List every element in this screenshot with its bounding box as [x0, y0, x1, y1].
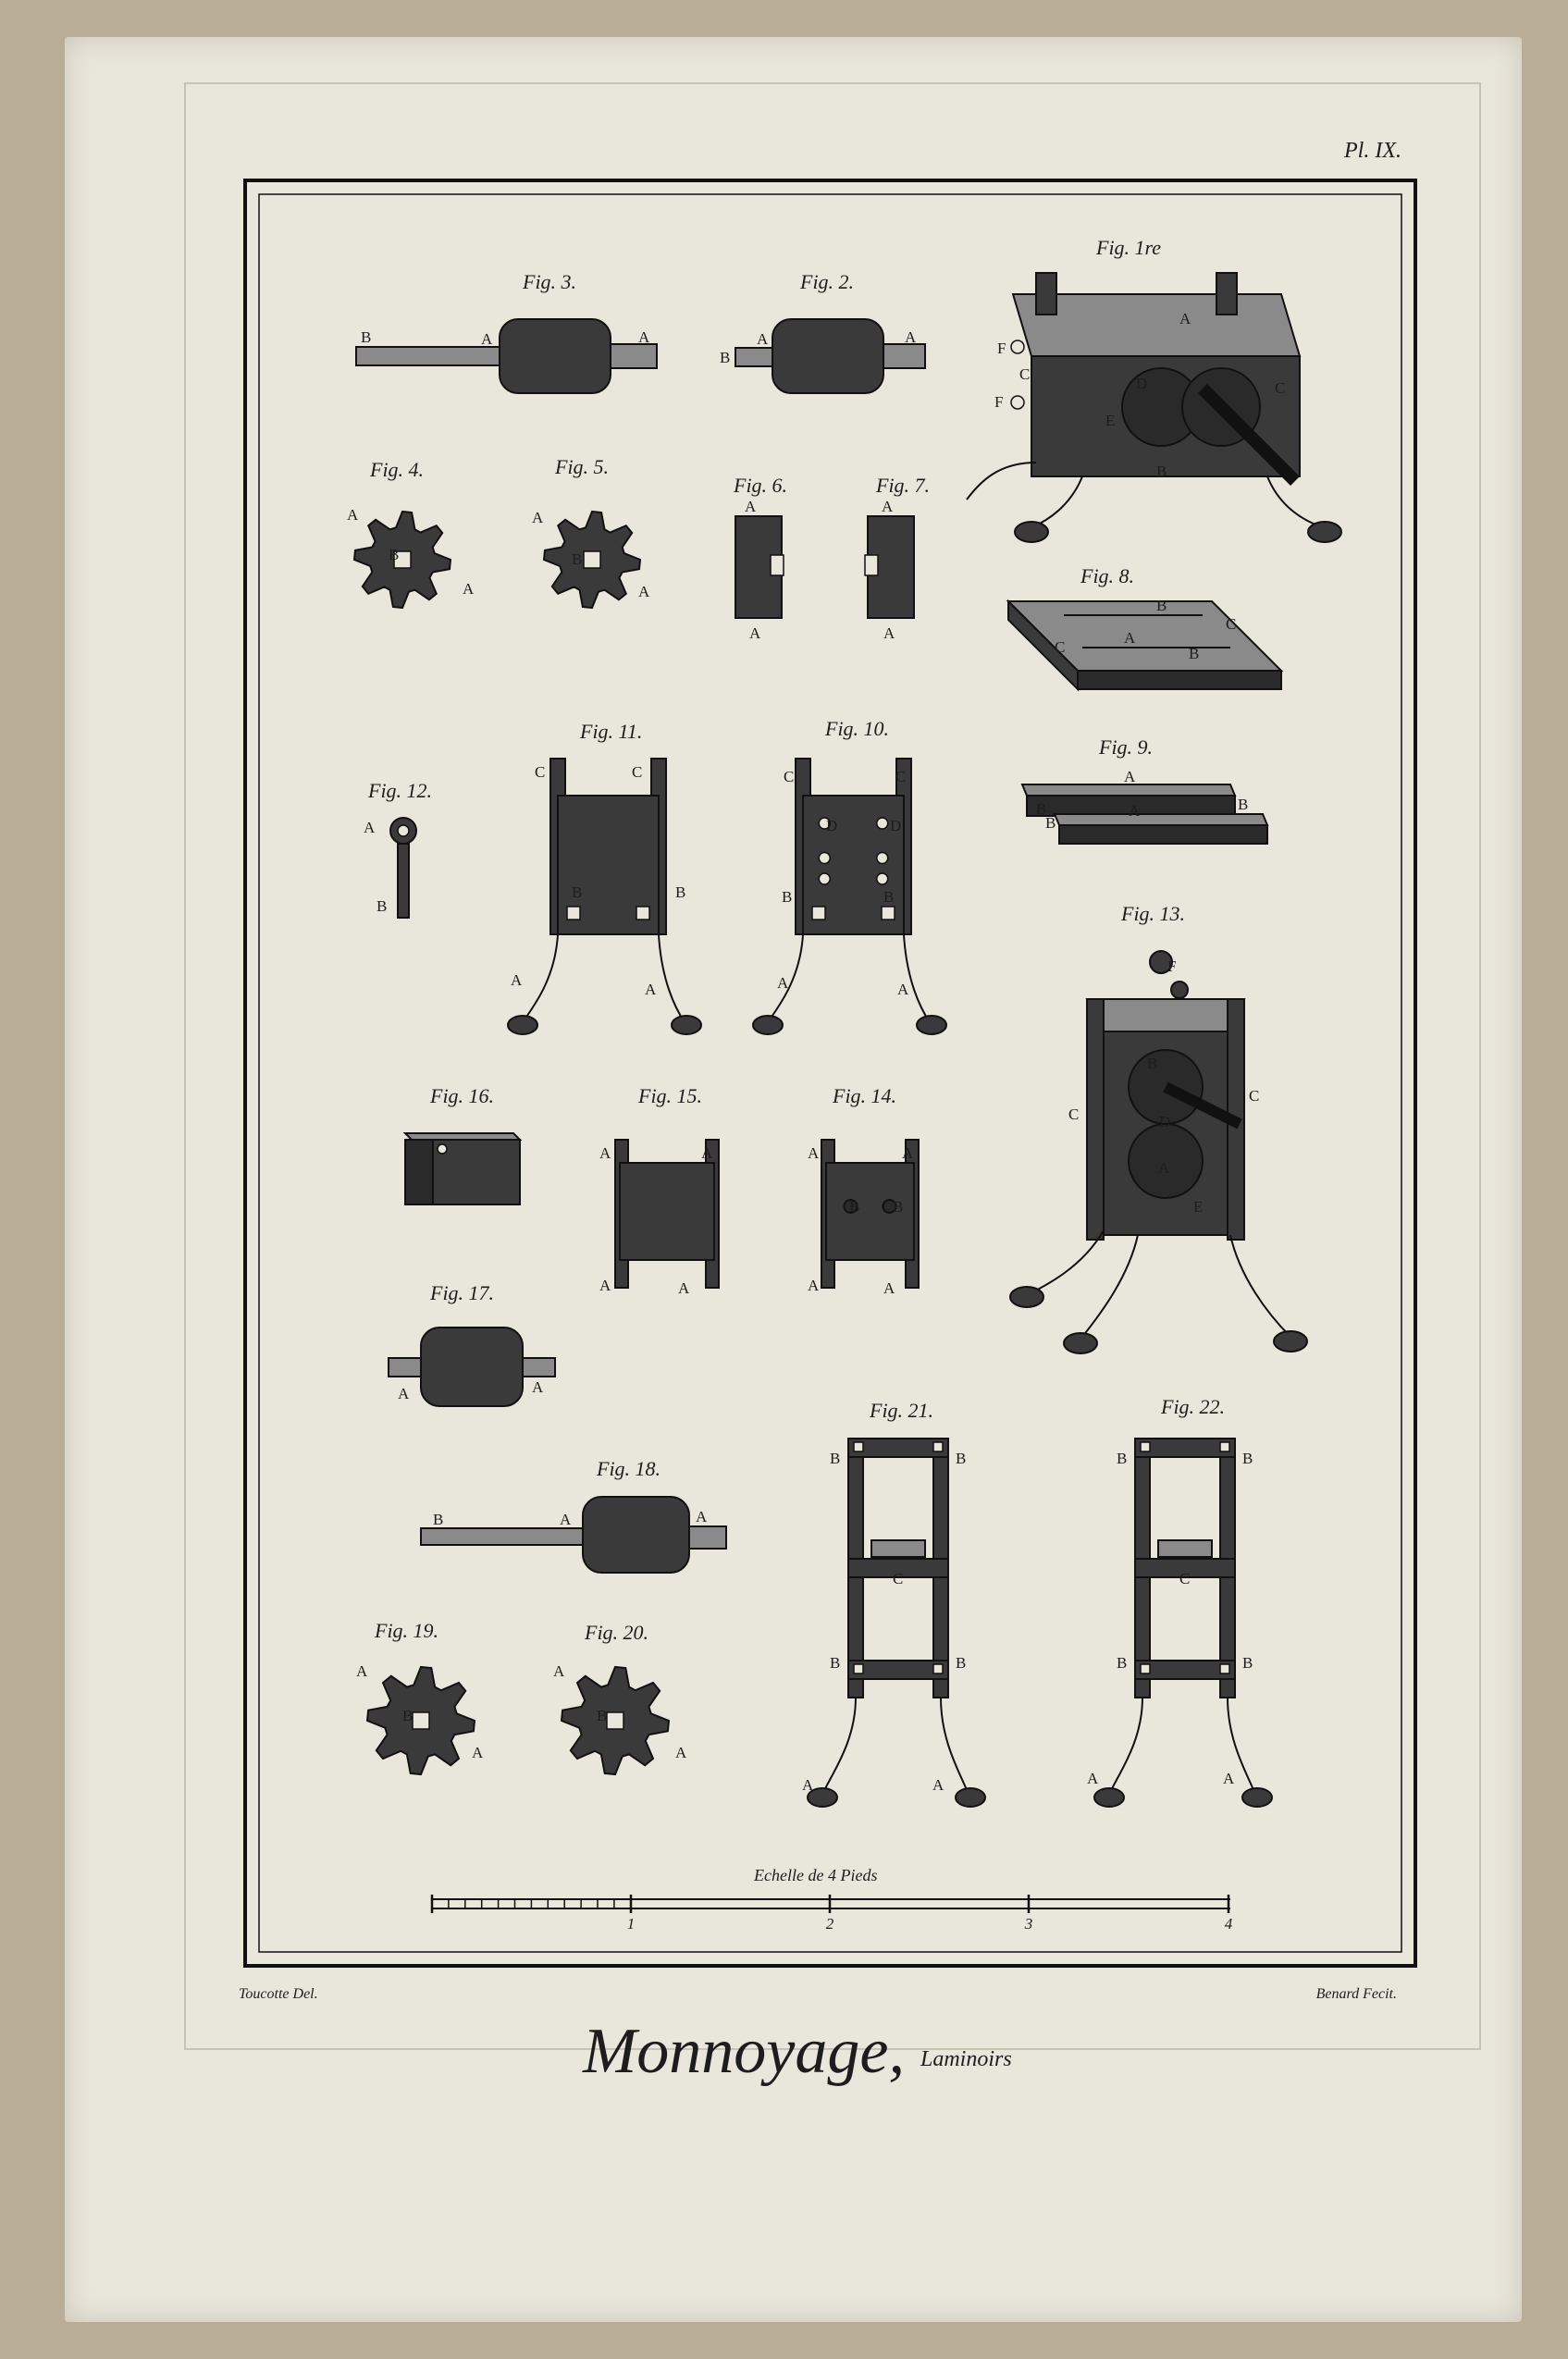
tall-leg — [1109, 1698, 1142, 1795]
letter: A — [883, 624, 895, 642]
tall-leg — [941, 1698, 969, 1795]
letter: B — [720, 349, 731, 366]
stand-foot — [917, 1016, 946, 1034]
figure-11 — [508, 720, 701, 1034]
gear-square-hole — [413, 1712, 429, 1729]
letter: B — [1189, 645, 1200, 662]
fig12-shank — [398, 844, 409, 918]
stand-foot — [672, 1016, 701, 1034]
small-frame — [821, 1140, 919, 1288]
letter: B — [956, 1450, 967, 1467]
tall-stand — [1094, 1439, 1272, 1807]
stand-foot — [753, 1016, 783, 1034]
tall-slot — [1158, 1540, 1212, 1557]
letter: A — [398, 1385, 410, 1402]
letter: A — [532, 1378, 544, 1396]
letter: A — [808, 1277, 820, 1294]
fig1-post — [1216, 273, 1237, 315]
letter: B — [893, 1198, 904, 1216]
letter: B — [572, 550, 583, 568]
plate-number: Pl. IX. — [1344, 139, 1401, 163]
letter: B — [402, 1707, 414, 1724]
letter: B — [377, 897, 388, 915]
letter: C — [1068, 1105, 1080, 1123]
fig12-eye-hole — [398, 825, 409, 836]
letter: A — [745, 498, 757, 515]
figure-2 — [720, 270, 925, 393]
scale-tick-label: 2 — [825, 1915, 834, 1933]
figure-19 — [356, 1619, 484, 1774]
figure-18 — [421, 1457, 726, 1573]
fig9-bar-top — [1022, 784, 1235, 796]
figure-5-label: Fig. 5. — [555, 455, 610, 478]
letter: C — [535, 763, 546, 781]
fig3-journal — [611, 344, 657, 368]
stand-mortise — [567, 907, 580, 920]
letter: B — [1117, 1450, 1128, 1467]
page-title: Monnoyage, — [583, 2016, 905, 2087]
fig9-bar — [1059, 825, 1267, 844]
letter: E — [1105, 412, 1116, 429]
letter: B — [1242, 1450, 1253, 1467]
stand-leg — [523, 934, 558, 1022]
letter: D — [826, 817, 838, 834]
tall-mortise — [1220, 1442, 1229, 1451]
stand-mortise — [636, 907, 649, 920]
fig13-foot — [1064, 1333, 1097, 1353]
letter: C — [1249, 1087, 1260, 1105]
letter: B — [597, 1707, 608, 1724]
letter: A — [701, 1144, 713, 1162]
figure-13-label: Fig. 13. — [1121, 902, 1186, 925]
figure-10 — [753, 717, 946, 1034]
letter: C — [784, 768, 795, 785]
figure-18-label: Fig. 18. — [597, 1457, 661, 1480]
letter: C — [895, 768, 907, 785]
figure-14-label: Fig. 14. — [833, 1084, 897, 1107]
scale-tick-label: 1 — [626, 1915, 636, 1933]
figure-7 — [865, 474, 930, 642]
letter: B — [1238, 796, 1249, 813]
scale-tick-label: 3 — [1024, 1915, 1033, 1933]
tall-mortise — [933, 1442, 943, 1451]
stand-leg — [904, 934, 930, 1022]
figure-19-label: Fig. 19. — [375, 1619, 439, 1642]
fig2-roller — [772, 319, 883, 393]
fig1-leg — [1031, 476, 1082, 527]
tall-mortise — [1141, 1442, 1150, 1451]
letter: D — [1136, 375, 1148, 392]
figure-8-label: Fig. 8. — [1080, 564, 1135, 587]
fig1-leg — [967, 463, 1036, 500]
letter: A — [1124, 768, 1136, 785]
figure-15-label: Fig. 15. — [638, 1084, 703, 1107]
tall-mortise — [1220, 1664, 1229, 1674]
letter: A — [883, 1279, 895, 1297]
letter: B — [361, 328, 372, 346]
letter: B — [1147, 1055, 1158, 1072]
fig13-foot — [1010, 1287, 1043, 1307]
gear-square-hole — [584, 551, 600, 568]
figure-22 — [1087, 1395, 1272, 1807]
tall-stand — [808, 1439, 985, 1807]
figure-20-label: Fig. 20. — [585, 1621, 649, 1644]
letter: A — [882, 498, 894, 515]
fig1-screw — [1011, 396, 1024, 409]
letter: A — [1158, 1159, 1170, 1177]
tall-foot — [1094, 1788, 1124, 1807]
letter: B — [883, 888, 895, 906]
figure-16-label: Fig. 16. — [430, 1084, 495, 1107]
letter: A — [638, 583, 650, 600]
figure-11-label: Fig. 11. — [580, 720, 643, 743]
letter: C — [632, 763, 643, 781]
letter: A — [463, 580, 475, 598]
letter: A — [905, 328, 917, 346]
letter: A — [532, 509, 544, 526]
letter: A — [678, 1279, 690, 1297]
letter: A — [1223, 1770, 1235, 1787]
letter: A — [638, 328, 650, 346]
stand-hole — [877, 873, 888, 884]
fig16-top — [405, 1133, 520, 1140]
letter: C — [1055, 638, 1066, 656]
letter: F — [994, 393, 1004, 411]
figure-10-label: Fig. 10. — [825, 717, 890, 740]
letter: B — [572, 883, 583, 901]
fig7-notch — [865, 555, 878, 575]
letter: C — [1275, 379, 1286, 397]
stand-mortise — [812, 907, 825, 920]
fig16-side — [405, 1140, 433, 1204]
letter: B — [1242, 1654, 1253, 1672]
fig1-screw — [1011, 340, 1024, 353]
letter: D — [1159, 1113, 1171, 1130]
stand-mortise — [882, 907, 895, 920]
stand-hole — [877, 853, 888, 864]
letter: B — [830, 1450, 841, 1467]
letter: A — [472, 1744, 484, 1761]
figure-8 — [1008, 564, 1281, 689]
housing-stand — [508, 759, 701, 1034]
figure-17 — [389, 1281, 555, 1406]
scale-ticks — [432, 1895, 1228, 1913]
tall-mortise — [854, 1442, 863, 1451]
letter: B — [956, 1654, 967, 1672]
fig13-foot — [1274, 1331, 1307, 1352]
letter: A — [802, 1776, 814, 1794]
letter: C — [1226, 615, 1237, 633]
fig18-journal — [689, 1526, 726, 1549]
figure-2-label: Fig. 2. — [800, 270, 855, 293]
letter: A — [808, 1144, 820, 1162]
figure-7-label: Fig. 7. — [876, 474, 931, 497]
tall-slot — [871, 1540, 925, 1557]
letter: B — [849, 1198, 860, 1216]
letter: A — [897, 981, 909, 998]
fig1-foot — [1308, 522, 1341, 542]
fig13-screw — [1171, 982, 1188, 998]
letter: A — [511, 971, 523, 989]
stand-foot — [508, 1016, 537, 1034]
letter: B — [1156, 597, 1167, 614]
fig1-leg — [1267, 476, 1323, 527]
figure-9-label: Fig. 9. — [1099, 735, 1154, 759]
fig16-hole — [438, 1144, 447, 1154]
figure-22-label: Fig. 22. — [1161, 1395, 1226, 1418]
figure-12-label: Fig. 12. — [368, 779, 433, 802]
letter: B — [433, 1511, 444, 1528]
figure-4 — [347, 458, 475, 608]
credit-right: Benard Fecit. — [1315, 1986, 1397, 2002]
fig18-shaft — [421, 1528, 583, 1545]
letter: B — [1156, 463, 1167, 480]
tall-leg — [822, 1698, 856, 1795]
letter: A — [1129, 802, 1141, 820]
figure-4-label: Fig. 4. — [370, 458, 425, 481]
fig13-post — [1087, 999, 1104, 1240]
fig3-roller — [500, 319, 611, 393]
fig2-journal — [883, 344, 925, 368]
fig9-bar-top — [1055, 814, 1267, 825]
letter: A — [599, 1277, 611, 1294]
letter: A — [364, 819, 376, 836]
letter: A — [1179, 310, 1191, 327]
letter: B — [1036, 800, 1047, 818]
stand-hole — [877, 818, 888, 829]
letter: A — [560, 1511, 572, 1528]
figure-13 — [1010, 902, 1307, 1353]
letter: D — [890, 817, 902, 834]
figure-3 — [356, 270, 657, 393]
fig13-top — [1087, 999, 1244, 1031]
fig8-edge — [1078, 671, 1281, 689]
letter: A — [645, 981, 657, 998]
letter: C — [1019, 365, 1031, 383]
stand-hole — [819, 853, 830, 864]
figure-20 — [553, 1621, 687, 1774]
letter: B — [675, 883, 686, 901]
tall-mortise — [1141, 1664, 1150, 1674]
letter: A — [599, 1144, 611, 1162]
scale-label: Echelle de 4 Pieds — [754, 1866, 878, 1884]
letter: A — [347, 506, 359, 524]
figure-14 — [808, 1084, 919, 1297]
letter: A — [902, 1144, 914, 1162]
letter: A — [356, 1662, 368, 1680]
figure-17-label: Fig. 17. — [430, 1281, 495, 1304]
fig1-post — [1036, 273, 1056, 315]
letter: A — [481, 330, 493, 348]
fig17-roller — [421, 1328, 523, 1406]
letter: F — [1167, 957, 1177, 975]
figure-5 — [532, 455, 650, 608]
figure-16 — [405, 1084, 520, 1204]
letter: A — [1124, 629, 1136, 647]
figure-3-label: Fig. 3. — [523, 270, 577, 293]
page-subtitle: Laminoirs — [920, 2047, 1012, 2071]
fig3-shaft — [356, 347, 509, 365]
fig13-leg — [1082, 1235, 1138, 1337]
gear-wheel — [544, 512, 640, 608]
letter: A — [696, 1508, 708, 1525]
letter: A — [932, 1776, 945, 1794]
small-frame — [615, 1140, 719, 1288]
letter: B — [830, 1654, 841, 1672]
tall-mortise — [854, 1664, 863, 1674]
letter: C — [1179, 1570, 1191, 1587]
letter: A — [777, 974, 789, 992]
tall-mortise — [933, 1664, 943, 1674]
letter: B — [1117, 1654, 1128, 1672]
letter: A — [1087, 1770, 1099, 1787]
fig18-roller — [583, 1497, 689, 1573]
letter: A — [675, 1744, 687, 1761]
letter: B — [1045, 814, 1056, 832]
letter: A — [553, 1662, 565, 1680]
gear-wheel — [354, 512, 451, 608]
figure-9 — [1022, 735, 1267, 844]
gear-wheel — [562, 1667, 669, 1774]
credit-left: Toucotte Del. — [239, 1986, 318, 2002]
tall-foot — [956, 1788, 985, 1807]
letter: B — [389, 546, 400, 563]
gear-wheel — [367, 1667, 475, 1774]
letter: C — [893, 1570, 904, 1587]
figure-6 — [733, 474, 787, 642]
figure-21 — [802, 1399, 985, 1807]
figure-15 — [599, 1084, 719, 1297]
scale-bar — [432, 1866, 1233, 1933]
letter: E — [1193, 1198, 1204, 1216]
letter: A — [749, 624, 761, 642]
fig13-leg — [1230, 1235, 1290, 1337]
gear-square-hole — [607, 1712, 623, 1729]
letter: A — [757, 330, 769, 348]
fig17-shaft — [523, 1358, 555, 1377]
stand-hole — [819, 873, 830, 884]
letter: B — [782, 888, 793, 906]
figure-1 — [967, 236, 1341, 542]
figure-6-label: Fig. 6. — [734, 474, 788, 497]
frame-plate — [620, 1163, 714, 1260]
fig1-foot — [1015, 522, 1048, 542]
figure-12 — [364, 779, 432, 918]
stand-leg — [659, 934, 685, 1022]
tall-foot — [1242, 1788, 1272, 1807]
scale-tick-label: 4 — [1224, 1915, 1233, 1933]
figure-21-label: Fig. 21. — [870, 1399, 934, 1422]
fig6-notch — [771, 555, 784, 575]
figure-1-label: Fig. 1re — [1096, 236, 1162, 259]
letter: F — [997, 340, 1006, 357]
